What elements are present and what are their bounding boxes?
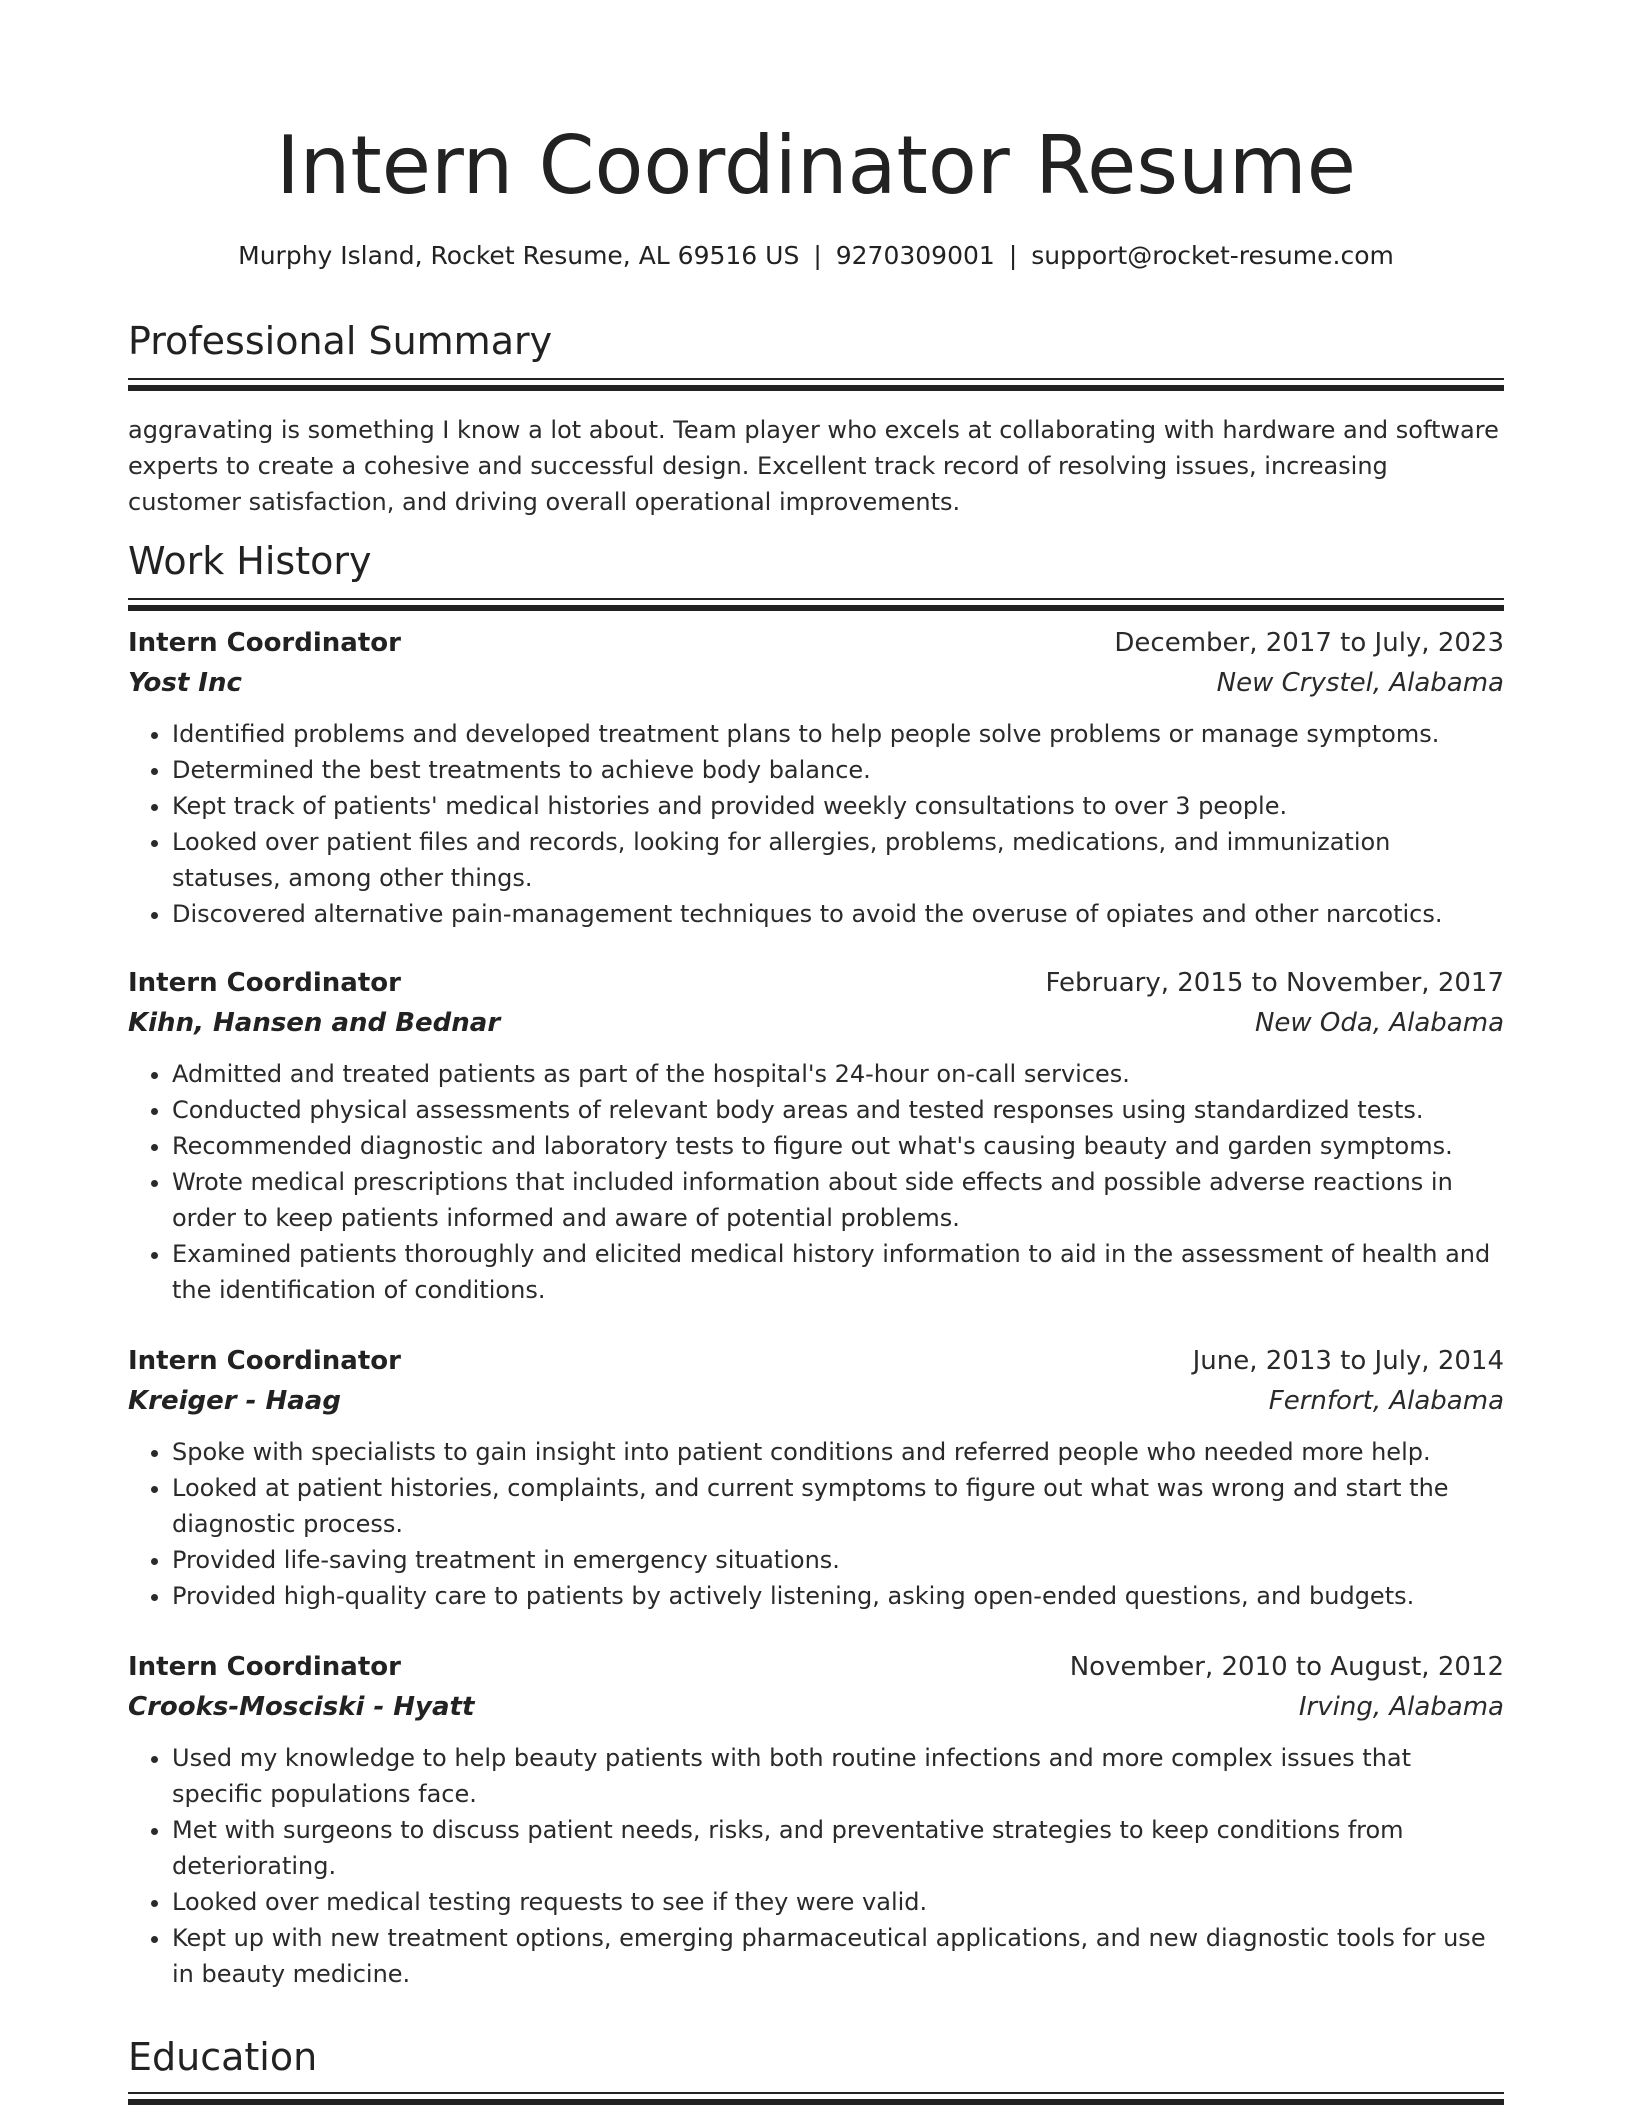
- job-location: New Oda, Alabama: [1254, 1008, 1504, 1038]
- page-title: Intern Coordinator Resume: [276, 119, 1356, 212]
- summary-heading: Professional Summary: [128, 319, 553, 363]
- list-item: • Discovered alternative pain-management techniques to avoid the overuse of opiates and other narcotics.: [172, 896, 1504, 932]
- list-item: • Examined patients thoroughly and elicited medical history information to aid in the assessment of health and the identification of conditions.: [172, 1236, 1504, 1308]
- section-rule: [128, 378, 1504, 394]
- list-item: • Kept track of patients' medical histories and provided weekly consultations to over 3 people.: [172, 788, 1504, 824]
- job-entry: [128, 1648, 1504, 1992]
- job-company: Kreiger - Haag: [128, 1386, 341, 1416]
- job-entry: [128, 1342, 1504, 1614]
- list-item: • Provided high-quality care to patients by actively listening, asking open-ended questions, and budgets.: [172, 1578, 1504, 1614]
- contact-address: Murphy Island, Rocket Resume, AL 69516 US: [238, 241, 800, 270]
- job-bullets: [128, 1434, 1504, 1614]
- job-dates: February, 2015 to November, 2017: [1045, 968, 1504, 998]
- contact-line: [128, 238, 1504, 274]
- contact-separator: |: [1008, 241, 1018, 270]
- list-item: • Looked over patient files and records, looking for allergies, problems, medications, and immunization statuses, among other things.: [172, 824, 1504, 896]
- work-history-section: [128, 536, 1504, 614]
- job-entry: [128, 624, 1504, 932]
- summary-section: [128, 316, 1504, 520]
- job-entry: [128, 964, 1504, 1308]
- job-location: Irving, Alabama: [1298, 1692, 1504, 1722]
- job-dates: December, 2017 to July, 2023: [1114, 628, 1504, 658]
- job-company: Crooks-Mosciski - Hyatt: [128, 1692, 475, 1722]
- education-heading: Education: [128, 2035, 318, 2079]
- section-rule: [128, 598, 1504, 614]
- list-item: • Recommended diagnostic and laboratory tests to figure out what's causing beauty and garden symptoms.: [172, 1128, 1504, 1164]
- section-rule: [128, 2092, 1504, 2108]
- list-item: • Provided life-saving treatment in emergency situations.: [172, 1542, 1504, 1578]
- job-company: Yost Inc: [128, 668, 242, 698]
- list-item: • Used my knowledge to help beauty patients with both routine infections and more complex issues that specific populations face.: [172, 1740, 1504, 1812]
- contact-email: support@rocket-resume.com: [1031, 241, 1394, 270]
- job-dates: November, 2010 to August, 2012: [1069, 1652, 1504, 1682]
- job-bullets: [128, 716, 1504, 932]
- job-title: Intern Coordinator: [128, 628, 401, 658]
- job-bullets: [128, 1056, 1504, 1308]
- list-item: • Determined the best treatments to achieve body balance.: [172, 752, 1504, 788]
- education-section: [128, 2032, 1504, 2108]
- list-item: • Kept up with new treatment options, emerging pharmaceutical applications, and new diagnostic tools for use in beauty medicine.: [172, 1920, 1504, 1992]
- list-item: • Looked at patient histories, complaints, and current symptoms to figure out what was wrong and start the diagnostic process.: [172, 1470, 1504, 1542]
- list-item: • Spoke with specialists to gain insight into patient conditions and referred people who needed more help.: [172, 1434, 1504, 1470]
- job-company: Kihn, Hansen and Bednar: [128, 1008, 501, 1038]
- job-title: Intern Coordinator: [128, 968, 401, 998]
- job-location: New Crystel, Alabama: [1216, 668, 1504, 698]
- list-item: • Identified problems and developed treatment plans to help people solve problems or manage symptoms.: [172, 716, 1504, 752]
- job-title: Intern Coordinator: [128, 1346, 401, 1376]
- job-bullets: [128, 1740, 1504, 1992]
- list-item: • Conducted physical assessments of relevant body areas and tested responses using standardized tests.: [172, 1092, 1504, 1128]
- contact-phone: 9270309001: [835, 241, 995, 270]
- contact-separator: |: [813, 241, 822, 270]
- summary-text: aggravating is something I know a lot about. Team player who excels at collaborating with hardware and software experts to create a cohesive and successful design. Excellent track record of resolving issues, increasing customer satisfaction, and driving overall operational improvements.: [128, 416, 1499, 516]
- list-item: • Admitted and treated patients as part of the hospital's 24-hour on-call services.: [172, 1056, 1504, 1092]
- job-title: Intern Coordinator: [128, 1652, 401, 1682]
- job-dates: June, 2013 to July, 2014: [1192, 1346, 1504, 1376]
- job-location: Fernfort, Alabama: [1268, 1386, 1504, 1416]
- list-item: • Met with surgeons to discuss patient needs, risks, and preventative strategies to keep conditions from deteriorating.: [172, 1812, 1504, 1884]
- list-item: • Looked over medical testing requests to see if they were valid.: [172, 1884, 1504, 1920]
- work-history-heading: Work History: [128, 539, 372, 583]
- list-item: • Wrote medical prescriptions that included information about side effects and possible adverse reactions in order to keep patients informed and aware of potential problems.: [172, 1164, 1504, 1236]
